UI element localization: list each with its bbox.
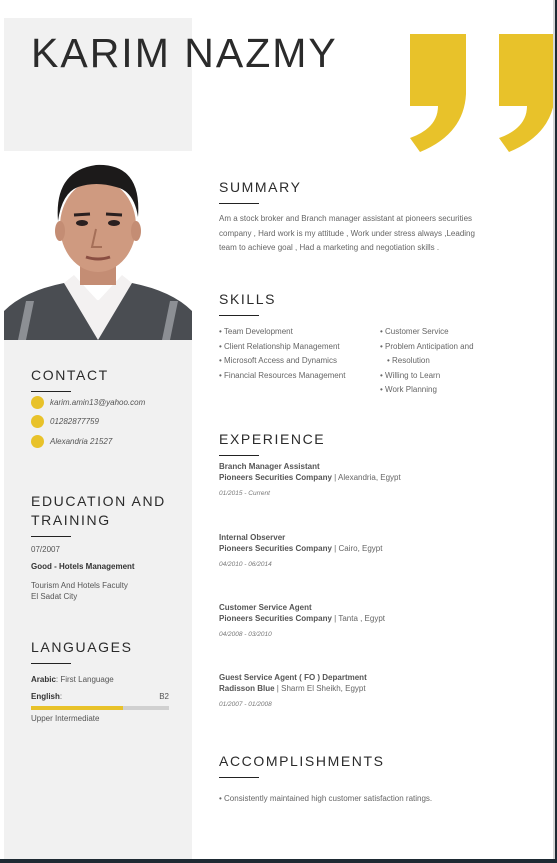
job-company-line	[219, 543, 382, 554]
job-dates: 04/2010 - 06/2014	[219, 561, 272, 568]
language-arabic-label: Arabic	[31, 675, 56, 684]
job-location: | Alexandria, Egypt	[331, 473, 401, 482]
skill-item: • Client Relationship Management	[219, 340, 380, 355]
skills-column-2	[380, 325, 474, 398]
job-dates: 01/2007 - 01/2008	[219, 701, 272, 708]
job-company: Radisson Blue	[219, 684, 275, 693]
experience-section	[219, 430, 325, 456]
languages-section	[31, 638, 171, 723]
education-school-line2: El Sadat City	[31, 592, 78, 601]
education-heading: EDUCATION AND TRAINING	[31, 493, 166, 528]
accomplishments-section	[219, 752, 432, 803]
experience-item	[219, 602, 385, 638]
quote-mark-icon	[497, 34, 555, 152]
job-company: Pioneers Securities Company	[219, 614, 332, 623]
language-english-colon: :	[59, 692, 63, 701]
job-company-line	[219, 472, 401, 483]
job-title: Branch Manager Assistant	[219, 462, 320, 471]
language-english-code: B2	[159, 692, 169, 701]
accomplishments-heading: ACCOMPLISHMENTS	[219, 753, 385, 769]
education-date: 07/2007	[31, 545, 60, 554]
contact-address: Alexandria 21527	[50, 437, 113, 446]
skill-item: • Financial Resources Management	[219, 369, 380, 384]
contact-address-row	[31, 435, 112, 448]
skill-item: • Microsoft Access and Dynamics	[219, 354, 380, 369]
job-company-line	[219, 683, 367, 694]
education-section	[31, 492, 181, 602]
skill-item: • Problem Anticipation and	[380, 340, 474, 355]
address-bullet-icon	[31, 435, 44, 448]
skill-item: • Team Development	[219, 325, 380, 340]
english-proficiency-fill	[31, 706, 123, 710]
job-company: Pioneers Securities Company	[219, 544, 332, 553]
accomplishment-text: Consistently maintained high customer satisfaction ratings.	[224, 794, 433, 803]
contact-email-row	[31, 396, 145, 409]
skill-item: • Willing to Learn	[380, 369, 474, 384]
email-bullet-icon	[31, 396, 44, 409]
accomplishment-item: • Consistently maintained high customer satisfaction ratings.	[219, 794, 433, 803]
summary-line: Am a stock broker and Branch manager assistant at pioneers securities	[219, 214, 473, 223]
divider	[219, 777, 259, 778]
job-title: Guest Service Agent ( FO ) Department	[219, 673, 367, 682]
divider	[219, 203, 259, 204]
profile-photo	[4, 151, 192, 340]
education-degree: Good - Hotels Management	[31, 562, 135, 571]
divider	[219, 455, 259, 456]
language-english-level: Upper Intermediate	[31, 714, 100, 723]
skills-section	[219, 290, 474, 398]
job-dates: 01/2015 - Current	[219, 490, 270, 497]
job-company: Pioneers Securities Company	[219, 473, 332, 482]
language-english-label: English	[31, 692, 60, 701]
divider	[219, 315, 259, 316]
language-english	[31, 692, 169, 701]
divider	[31, 663, 71, 664]
skill-item-continued: • Resolution	[380, 354, 474, 369]
phone-bullet-icon	[31, 415, 44, 428]
contact-email[interactable]: karim.amin13@yahoo.com	[50, 398, 146, 407]
contact-section	[31, 366, 109, 392]
divider	[31, 391, 71, 392]
experience-item	[219, 532, 382, 568]
experience-heading: EXPERIENCE	[219, 431, 326, 447]
job-location: | Sharm El Sheikh, Egypt	[274, 684, 366, 693]
languages-heading: LANGUAGES	[31, 639, 133, 655]
skills-column-1	[219, 325, 380, 398]
contact-phone-row	[31, 415, 99, 428]
job-company-line	[219, 613, 385, 624]
education-school-line1: Tourism And Hotels Faculty	[31, 581, 128, 590]
skills-heading: SKILLS	[219, 291, 277, 307]
job-location: | Tanta , Egypt	[331, 614, 386, 623]
summary-line: team to achieve goal , Had a marketing and negotiation skills .	[219, 243, 440, 252]
summary-section	[219, 178, 529, 256]
contact-heading: CONTACT	[31, 367, 109, 383]
divider	[31, 536, 71, 537]
skill-item: • Customer Service	[380, 325, 474, 340]
job-dates: 04/2008 - 03/2010	[219, 631, 272, 638]
summary-heading: SUMMARY	[219, 179, 302, 195]
skill-item: • Work Planning	[380, 383, 474, 398]
contact-phone: 01282877759	[50, 417, 99, 426]
experience-item	[219, 461, 401, 497]
english-proficiency-bar	[31, 706, 169, 710]
summary-line: company , Hard work is my attitude , Work under stress always ,Leading	[219, 228, 475, 238]
quote-mark-icon	[408, 34, 468, 152]
language-arabic-level: : First Language	[55, 675, 114, 684]
candidate-name: KARIM NAZMY	[31, 30, 338, 76]
job-location: | Cairo, Egypt	[331, 544, 383, 553]
job-title: Customer Service Agent	[219, 603, 312, 612]
skills-list	[219, 325, 474, 398]
language-arabic	[31, 675, 171, 684]
summary-text	[219, 212, 529, 256]
job-title: Internal Observer	[219, 533, 286, 542]
experience-item	[219, 672, 367, 708]
